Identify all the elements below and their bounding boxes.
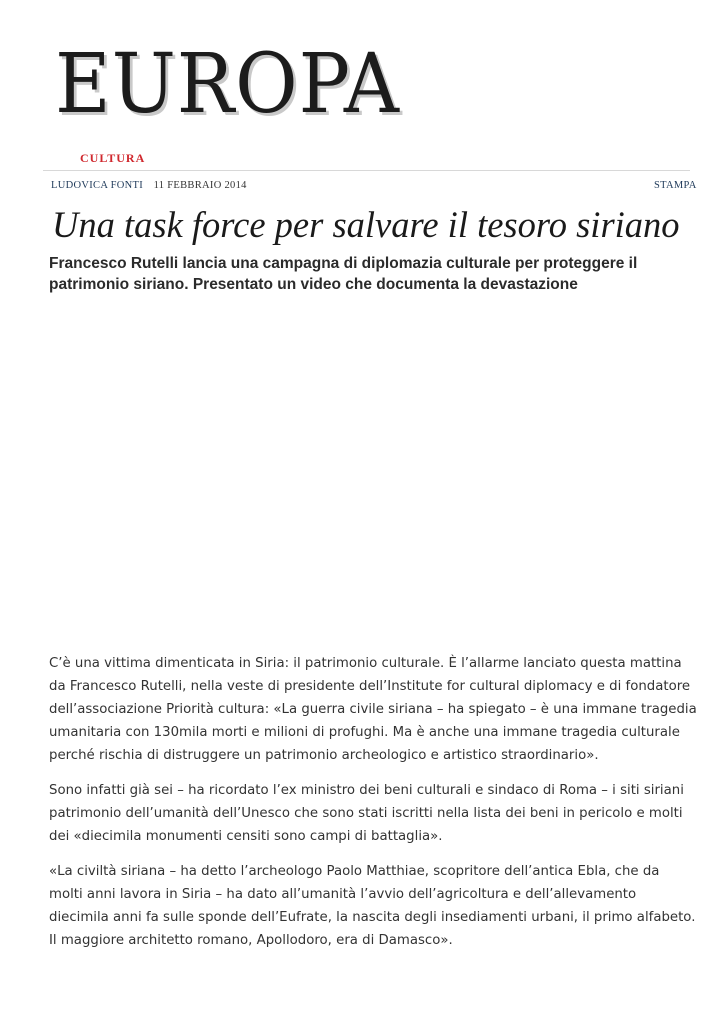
section-label[interactable]: CULTURA (80, 151, 146, 165)
print-link[interactable]: STAMPA (654, 180, 697, 191)
article-paragraph: Sono infatti già sei – ha ricordato l’ex ministro dei beni culturali e sindaco di Roma – i siti siriani patrimonio dell’umanità dell’Unesco che sono stati iscritti nella lista dei beni in pericolo e molti dei «diecimila monumenti censiti sono campi di battaglia». (49, 783, 684, 844)
video-placeholder (49, 300, 689, 640)
article-body (49, 652, 697, 964)
header-divider (43, 170, 690, 171)
author-name[interactable]: LUDOVICA FONTI (51, 180, 143, 191)
article-paragraph: C’è una vittima dimenticata in Siria: il patrimonio culturale. È l’allarme lanciato questa mattina da Francesco Rutelli, nella veste di presidente dell’Institute for cultural diplomacy e di fondatore dell’associazione Priorità cultura: «La guerra civile siriana – ha spiegato – è una immane tragedia umanitaria con 130mila morti e milioni di profughi. Ma è anche una immane tragedia culturale perché rischia di distruggere un patrimonio archeologico e artistico straordinario». (49, 656, 697, 763)
publish-date: 11 FEBBRAIO 2014 (153, 180, 247, 191)
article-subtitle: Francesco Rutelli lancia una campagna di diplomazia culturale per proteggere il patrimonio siriano. Presentato un video che documenta la devastazione (49, 255, 638, 293)
europa-logo[interactable]: EUROPA (55, 37, 400, 132)
byline (51, 180, 247, 191)
article-paragraph: «La civiltà siriana – ha detto l’archeologo Paolo Matthiae, scopritore dell’antica Ebla, che da molti anni lavora in Siria – ha dato all’umanità l’avvio dell’agricoltura e dell’allevamento diecimila anni fa sulle sponde dell’Eufrate, la nascita degli insediamenti urbani, il primo alfabeto. Il maggiore architetto romano, Apollodoro, era di Damasco». (49, 864, 696, 948)
article-title: Una task force per salvare il tesoro siriano (52, 204, 680, 245)
